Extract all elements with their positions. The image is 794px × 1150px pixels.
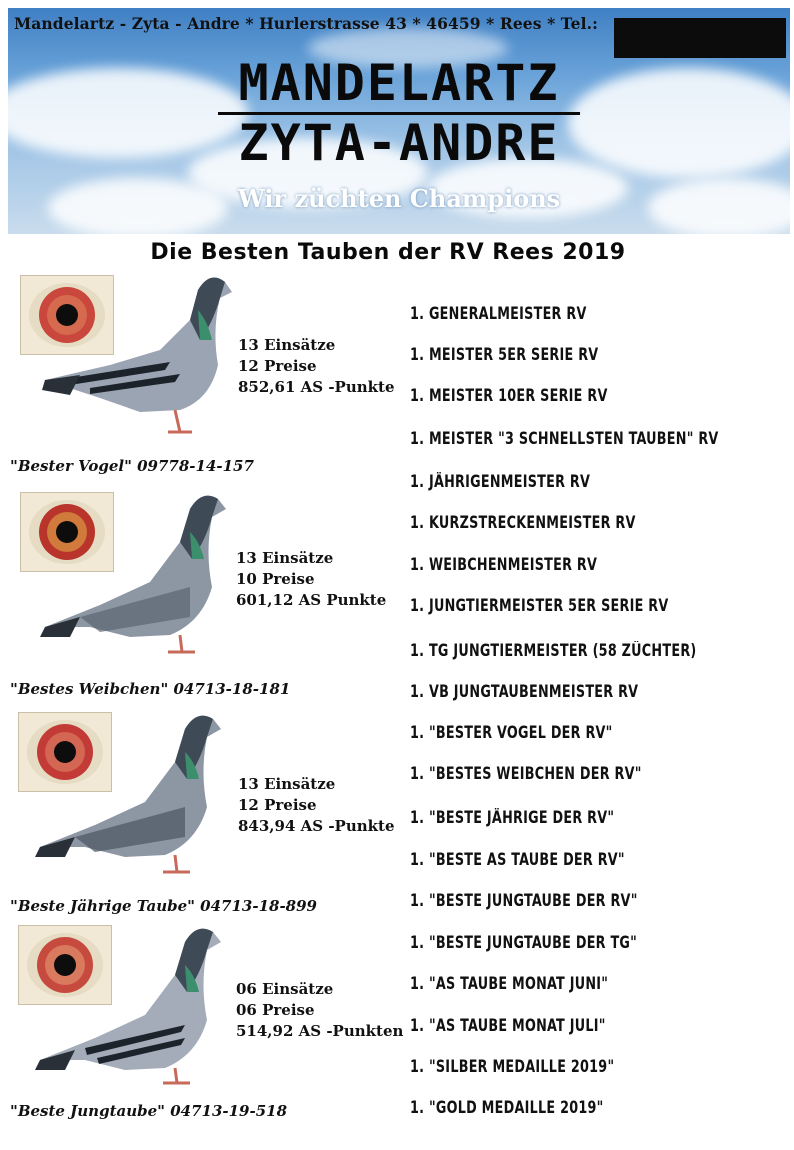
stat-as-punkte: 852,61 AS -Punkte	[238, 378, 395, 396]
title-item: 1. "BESTE JUNGTAUBE DER TG"	[410, 933, 638, 952]
title-item: 1. "GOLD MEDAILLE 2019"	[410, 1098, 604, 1117]
stat-einsaetze: 13 Einsätze	[238, 336, 336, 354]
title-item: 1. TG JUNGTIERMEISTER (58 ZÜCHTER)	[410, 641, 697, 660]
title-item: 1. "BESTE JÄHRIGE DER RV"	[410, 808, 615, 827]
bird-stats	[236, 979, 403, 1042]
logo-line-2: ZYTA-ANDRE	[238, 114, 560, 172]
title-item: 1. "AS TAUBE MONAT JUNI"	[410, 974, 609, 993]
stat-einsaetze: 13 Einsätze	[236, 549, 334, 567]
title-item: 1. "BESTER VOGEL DER RV"	[410, 723, 613, 742]
bird-caption: "Bestes Weibchen" 04713-18-181	[10, 680, 291, 698]
stat-preise: 12 Preise	[238, 357, 317, 375]
bird-entry	[0, 275, 410, 500]
pigeon-icon	[40, 270, 240, 440]
pigeon-icon	[35, 707, 235, 877]
page-heading: Die Besten Tauben der RV Rees 2019	[150, 240, 626, 265]
bird-caption: "Beste Jährige Taube" 04713-18-899	[10, 897, 317, 915]
title-item: 1. "BESTES WEIBCHEN DER RV"	[410, 764, 642, 783]
header-banner	[8, 8, 790, 234]
title-item: 1. VB JUNGTAUBENMEISTER RV	[410, 682, 639, 701]
title-item: 1. MEISTER "3 SCHNELLSTEN TAUBEN" RV	[410, 429, 719, 448]
title-item: 1. "BESTE AS TAUBE DER RV"	[410, 850, 625, 869]
bird-entry	[0, 925, 410, 1150]
bird-caption: "Beste Jungtaube" 04713-19-518	[10, 1102, 288, 1120]
stat-einsaetze: 06 Einsätze	[236, 980, 334, 998]
stat-as-punkte: 601,12 AS Punkte	[236, 591, 387, 609]
title-item: 1. "SILBER MEDAILLE 2019"	[410, 1057, 615, 1076]
contact-line: Mandelartz - Zyta - Andre * Hurlerstrasse 43 * 46459 * Rees * Tel.:	[14, 14, 598, 33]
title-item: 1. MEISTER 5ER SERIE RV	[410, 345, 599, 364]
bird-entry	[0, 492, 410, 717]
stat-as-punkte: 514,92 AS -Punkten	[236, 1022, 404, 1040]
stat-preise: 06 Preise	[236, 1001, 315, 1019]
pigeon-icon	[40, 487, 240, 657]
stat-preise: 12 Preise	[238, 796, 317, 814]
slogan: Wir züchten Champions	[237, 184, 561, 213]
stat-preise: 10 Preise	[236, 570, 315, 588]
bird-stats	[236, 548, 386, 611]
bird-stats	[238, 774, 395, 837]
bird-stats	[238, 335, 395, 398]
title-item: 1. "BESTE JUNGTAUBE DER RV"	[410, 891, 638, 910]
title-item: 1. GENERALMEISTER RV	[410, 304, 587, 323]
title-item: 1. KURZSTRECKENMEISTER RV	[410, 513, 636, 532]
title-item: 1. MEISTER 10ER SERIE RV	[410, 386, 608, 405]
title-item: 1. JÄHRIGENMEISTER RV	[410, 472, 591, 491]
bird-entry	[0, 712, 410, 937]
stat-as-punkte: 843,94 AS -Punkte	[238, 817, 395, 835]
title-item: 1. "AS TAUBE MONAT JULI"	[410, 1016, 606, 1035]
redacted-phone-block	[614, 18, 786, 58]
title-item: 1. JUNGTIERMEISTER 5ER SERIE RV	[410, 596, 669, 615]
pigeon-icon	[35, 920, 235, 1090]
logo-line-1: MANDELARTZ	[238, 54, 560, 112]
bird-caption: "Bester Vogel" 09778-14-157	[10, 457, 254, 475]
stat-einsaetze: 13 Einsätze	[238, 775, 336, 793]
title-item: 1. WEIBCHENMEISTER RV	[410, 555, 598, 574]
